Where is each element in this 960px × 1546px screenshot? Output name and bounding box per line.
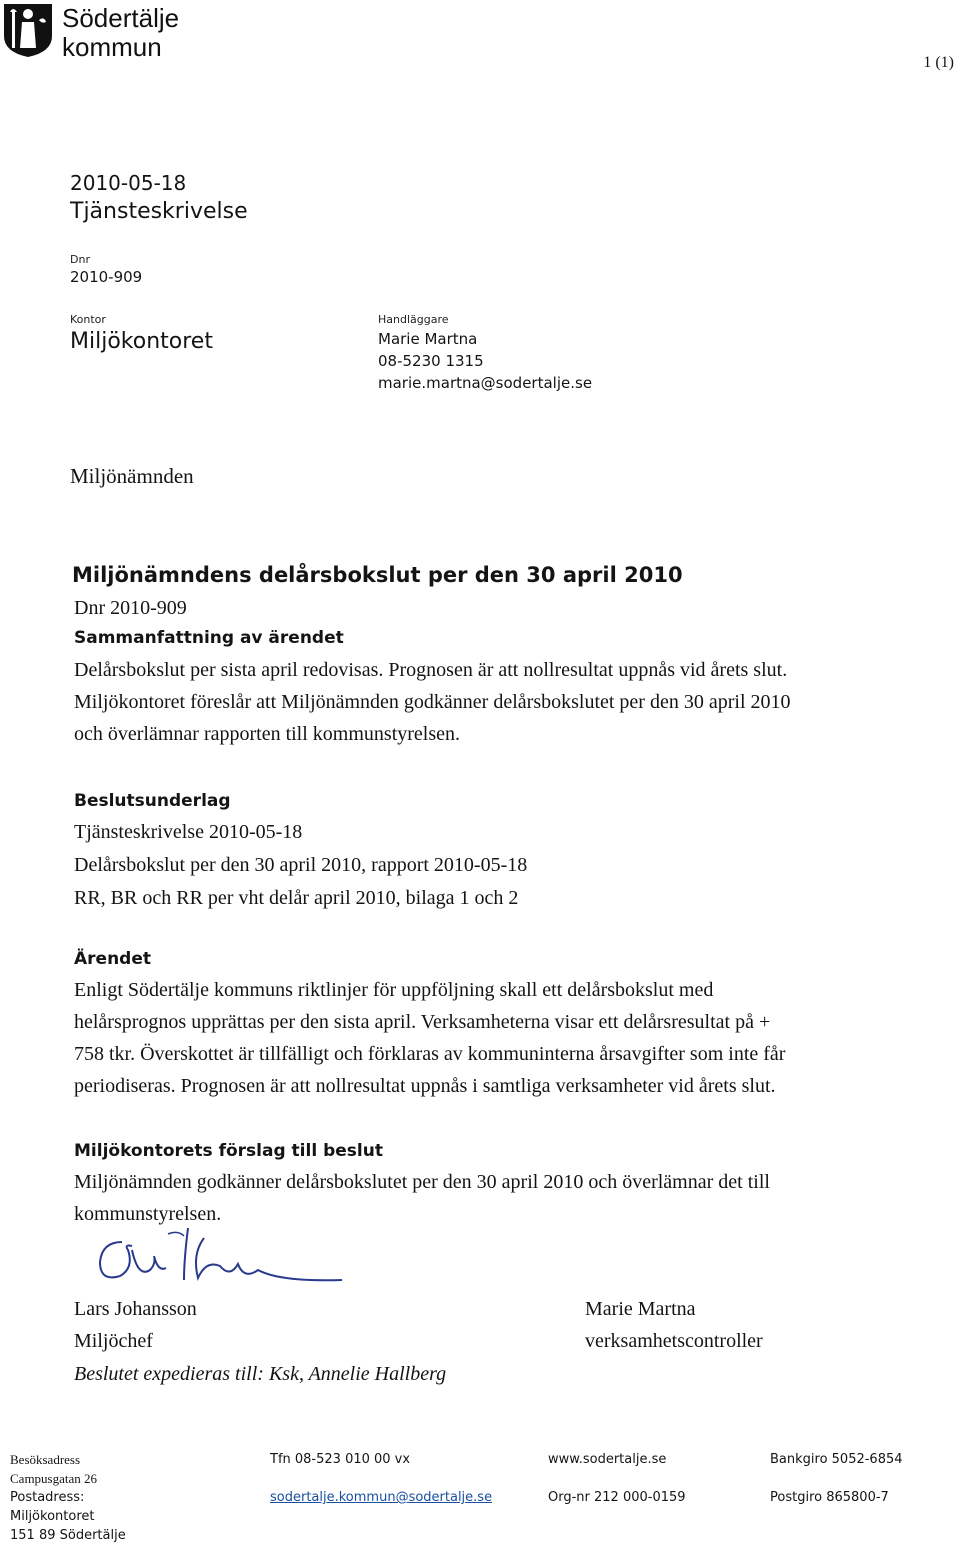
footer [0, 1440, 960, 1546]
proposal-heading: Miljökontorets förslag till beslut [74, 1141, 383, 1161]
footer-address-column [10, 1450, 126, 1545]
case-heading: Ärendet [74, 949, 151, 969]
handlaggare-phone: 08-5230 1315 [378, 352, 484, 370]
municipality-logo-emblem [2, 2, 54, 58]
dispatch-line: Beslutet expedieras till: Ksk, Annelie Hallberg [74, 1363, 447, 1385]
summary-heading: Sammanfattning av ärendet [74, 628, 344, 648]
dnr-value: 2010-909 [70, 268, 143, 286]
signer-right-name: Marie Martna [585, 1298, 696, 1320]
proposal-line: Miljönämnden godkänner delårsbokslutet per den 30 april 2010 och överlämnar det till [74, 1171, 770, 1193]
footer-contact-column [270, 1450, 492, 1507]
dnr-line: Dnr 2010-909 [74, 597, 187, 619]
postgiro: Postgiro 865800-7 [770, 1490, 889, 1505]
post-address-line1: Miljökontoret [10, 1509, 95, 1524]
visit-address: Campusgatan 26 [10, 1471, 98, 1486]
recipient: Miljönämnden [70, 464, 194, 488]
page-title: Miljönämndens delårsbokslut per den 30 april 2010 [72, 563, 683, 587]
signer-right-title: verksamhetscontroller [585, 1330, 763, 1352]
case-line: helårsprognos upprättas per den sista april. Verksamheterna visar ett delårsresultat på + [74, 1011, 771, 1033]
case-line: 758 tkr. Överskottet är tillfälligt och förklaras av kommuninterna årsavgifter som inte får [74, 1043, 786, 1065]
page-number: 1 (1) [923, 54, 954, 71]
footer-web-column [548, 1450, 686, 1507]
case-line: periodiseras. Prognosen är att nollresultat uppnås i samtliga verksamheter vid årets slut. [74, 1075, 776, 1097]
kontor-value: Miljökontoret [70, 329, 213, 354]
basis-item: Tjänsteskrivelse 2010-05-18 [74, 821, 303, 843]
website-link[interactable]: www.sodertalje.se [548, 1452, 667, 1467]
visit-address-label: Besöksadress [10, 1452, 81, 1467]
signer-left-name: Lars Johansson [74, 1298, 197, 1320]
case-line: Enligt Södertälje kommuns riktlinjer för uppföljning skall ett delårsbokslut med [74, 979, 714, 1001]
post-address-line2: 151 89 Södertälje [10, 1528, 126, 1543]
handwritten-signature [80, 1220, 350, 1290]
case-paragraph [74, 974, 944, 1102]
basis-item: RR, BR och RR per vht delår april 2010, bilaga 1 och 2 [74, 887, 519, 909]
phone-number: Tfn 08-523 010 00 vx [270, 1452, 411, 1467]
signer-left-title: Miljöchef [74, 1330, 153, 1352]
handlaggare-label: Handläggare [378, 313, 449, 326]
handlaggare-email: marie.martna@sodertalje.se [378, 374, 593, 392]
municipality-logo-text: Södertälje kommun [62, 3, 180, 62]
document-date: 2010-05-18 [70, 171, 187, 195]
summary-line: Delårsbokslut per sista april redovisas. Prognosen är att nollresultat uppnås vid årets slut. [74, 659, 788, 681]
basis-list [74, 816, 944, 915]
bankgiro: Bankgiro 5052-6854 [770, 1452, 903, 1467]
document-type: Tjänsteskrivelse [70, 199, 248, 224]
proposal-line: kommunstyrelsen. [74, 1203, 222, 1225]
org-number: Org-nr 212 000-0159 [548, 1490, 686, 1505]
email-link[interactable]: sodertalje.kommun@sodertalje.se [270, 1490, 493, 1505]
dnr-label: Dnr [70, 253, 90, 266]
summary-line: Miljökontoret föreslår att Miljönämnden godkänner delårsbokslutet per den 30 april 2010 [74, 691, 791, 713]
summary-line: och överlämnar rapporten till kommunstyrelsen. [74, 723, 461, 745]
handlaggare-name: Marie Martna [378, 330, 478, 348]
summary-paragraph [74, 654, 944, 750]
post-address-label: Postadress: [10, 1490, 85, 1505]
basis-item: Delårsbokslut per den 30 april 2010, rapport 2010-05-18 [74, 854, 528, 876]
footer-bank-column [770, 1450, 903, 1507]
kontor-label: Kontor [70, 313, 106, 326]
basis-heading: Beslutsunderlag [74, 791, 231, 811]
